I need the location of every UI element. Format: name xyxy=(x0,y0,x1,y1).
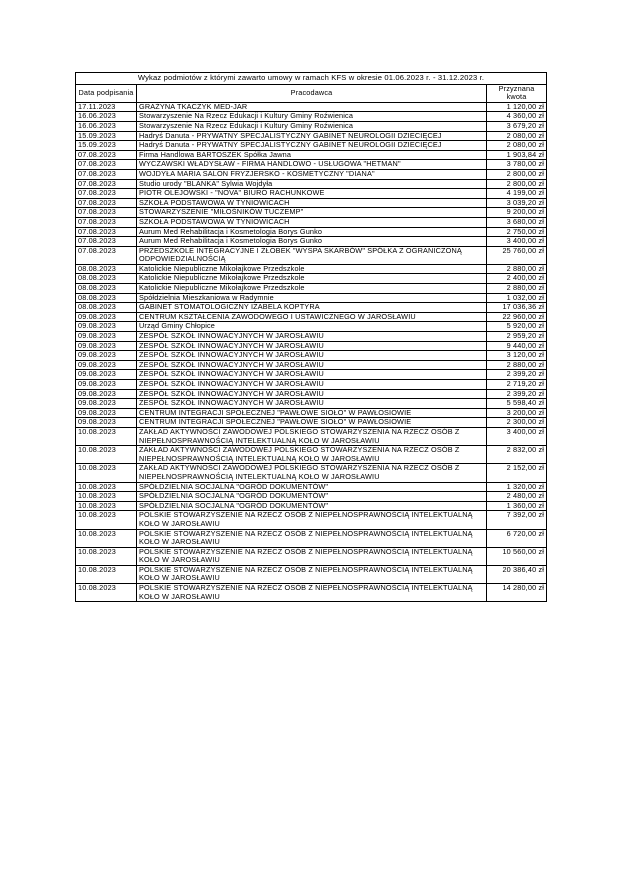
row-employer-cell: ZESPÓŁ SZKÓŁ INNOWACYJNYCH W JAROSŁAWIU xyxy=(137,360,487,370)
row-amount-cell: 2 300,00 zł xyxy=(487,418,547,428)
row-employer-cell: Aurum Med Rehabilitacja i Kosmetologia Borys Gunko xyxy=(137,227,487,237)
row-date-cell: 08.08.2023 xyxy=(76,303,137,313)
row-amount-cell: 4 360,00 zł xyxy=(487,112,547,122)
row-employer-cell: Stowarzyszenie Na Rzecz Edukacji i Kultury Gminy Roźwienica xyxy=(137,112,487,122)
table-row xyxy=(76,492,547,502)
row-amount-cell: 2 832,00 zł xyxy=(487,446,547,464)
table-body xyxy=(76,102,547,601)
row-employer-cell: SZKOŁA PODSTAWOWA W TYNIOWICACH xyxy=(137,217,487,227)
row-employer-cell: Katolickie Niepubliczne Mikołajkowe Przedszkole xyxy=(137,274,487,284)
row-employer-cell: ZESPÓŁ SZKÓŁ INNOWACYJNYCH W JAROSŁAWIU xyxy=(137,399,487,409)
row-amount-cell: 2 399,20 zł xyxy=(487,389,547,399)
row-amount-cell: 2 080,00 zł xyxy=(487,141,547,151)
row-amount-cell: 1 120,00 zł xyxy=(487,102,547,112)
row-date-cell: 09.08.2023 xyxy=(76,312,137,322)
row-amount-cell: 2 959,20 zł xyxy=(487,332,547,342)
row-amount-cell: 17 036,36 zł xyxy=(487,303,547,313)
row-amount-cell: 14 280,00 zł xyxy=(487,584,547,602)
row-employer-cell: Stowarzyszenie Na Rzecz Edukacji i Kultury Gminy Roźwienica xyxy=(137,121,487,131)
row-date-cell: 08.08.2023 xyxy=(76,293,137,303)
table-row xyxy=(76,284,547,294)
row-amount-cell: 1 360,00 zł xyxy=(487,501,547,511)
row-date-cell: 10.08.2023 xyxy=(76,464,137,482)
row-employer-cell: ZESPÓŁ SZKÓŁ INNOWACYJNYCH W JAROSŁAWIU xyxy=(137,370,487,380)
row-amount-cell: 1 032,00 zł xyxy=(487,293,547,303)
row-employer-cell: PRZEDSZKOLE INTEGRACYJNE I ŻŁOBEK "WYSPA SKARBÓW" SPÓŁKA Z OGRANICZONĄ ODPOWIEDZIALNOŚCIĄ xyxy=(137,246,487,264)
row-amount-cell: 3 400,00 zł xyxy=(487,237,547,247)
row-date-cell: 07.08.2023 xyxy=(76,198,137,208)
row-date-cell: 07.08.2023 xyxy=(76,246,137,264)
row-employer-cell: CENTRUM KSZTAŁCENIA ZAWODOWEGO I USTAWICZNEGO W JAROSŁAWIU xyxy=(137,312,487,322)
row-employer-cell: ZESPÓŁ SZKÓŁ INNOWACYJNYCH W JAROSŁAWIU xyxy=(137,380,487,390)
row-employer-cell: Katolickie Niepubliczne Mikołajkowe Przedszkole xyxy=(137,284,487,294)
row-date-cell: 07.08.2023 xyxy=(76,227,137,237)
row-amount-cell: 3 120,00 zł xyxy=(487,351,547,361)
row-amount-cell: 5 598,40 zł xyxy=(487,399,547,409)
contracts-table xyxy=(75,72,547,602)
table-row xyxy=(76,169,547,179)
row-employer-cell: Urząd Gminy Chłopice xyxy=(137,322,487,332)
row-employer-cell: PIOTR OLEJOWSKI - "NOVA" BIURO RACHUNKOWE xyxy=(137,189,487,199)
table-row xyxy=(76,464,547,482)
row-date-cell: 09.08.2023 xyxy=(76,351,137,361)
row-employer-cell: WOJDYŁA MARIA SALON FRYZJERSKO - KOSMETYCZNY "DIANA" xyxy=(137,169,487,179)
row-amount-cell: 6 720,00 zł xyxy=(487,529,547,547)
row-date-cell: 15.09.2023 xyxy=(76,141,137,151)
row-employer-cell: ZESPÓŁ SZKÓŁ INNOWACYJNYCH W JAROSŁAWIU xyxy=(137,341,487,351)
row-amount-cell: 2 719,20 zł xyxy=(487,380,547,390)
row-amount-cell: 3 679,20 zł xyxy=(487,121,547,131)
row-date-cell: 10.08.2023 xyxy=(76,547,137,565)
table-row xyxy=(76,160,547,170)
row-amount-cell: 3 039,20 zł xyxy=(487,198,547,208)
row-date-cell: 09.08.2023 xyxy=(76,332,137,342)
row-employer-cell: ZAKŁAD AKTYWNOŚCI ZAWODOWEJ POLSKIEGO STOWARZYSZENIA NA RZECZ OSÓB Z NIEPEŁNOSPRAWNOŚCIĄ INTELEKTUALNĄ KOŁO W JAROSŁAWIU xyxy=(137,427,487,445)
row-date-cell: 10.08.2023 xyxy=(76,584,137,602)
row-date-cell: 10.08.2023 xyxy=(76,501,137,511)
row-amount-cell: 2 880,00 zł xyxy=(487,360,547,370)
table-row xyxy=(76,446,547,464)
row-date-cell: 10.08.2023 xyxy=(76,511,137,529)
row-date-cell: 10.08.2023 xyxy=(76,427,137,445)
row-date-cell: 09.08.2023 xyxy=(76,370,137,380)
table-row xyxy=(76,237,547,247)
table-row xyxy=(76,246,547,264)
row-date-cell: 17.11.2023 xyxy=(76,102,137,112)
row-amount-cell: 9 440,00 zł xyxy=(487,341,547,351)
row-amount-cell: 5 920,00 zł xyxy=(487,322,547,332)
document-page xyxy=(75,72,546,602)
row-date-cell: 08.08.2023 xyxy=(76,274,137,284)
table-row xyxy=(76,208,547,218)
row-date-cell: 16.06.2023 xyxy=(76,121,137,131)
row-employer-cell: ZAKŁAD AKTYWNOŚCI ZAWODOWEJ POLSKIEGO STOWARZYSZENIA NA RZECZ OSÓB Z NIEPEŁNOSPRAWNOŚCIĄ INTELEKTUALNĄ KOŁO W JAROSŁAWIU xyxy=(137,446,487,464)
row-date-cell: 09.08.2023 xyxy=(76,408,137,418)
row-employer-cell: POLSKIE STOWARZYSZENIE NA RZECZ OSÓB Z NIEPEŁNOSPRAWNOŚCIĄ INTELEKTUALNĄ KOŁO W JAROSŁAWIU xyxy=(137,547,487,565)
row-employer-cell: Katolickie Niepubliczne Mikołajkowe Przedszkole xyxy=(137,264,487,274)
row-employer-cell: Aurum Med Rehabilitacja i Kosmetologia Borys Gunko xyxy=(137,237,487,247)
row-amount-cell: 2 800,00 zł xyxy=(487,169,547,179)
row-date-cell: 09.08.2023 xyxy=(76,341,137,351)
row-date-cell: 10.08.2023 xyxy=(76,446,137,464)
row-employer-cell: GABINET STOMATOLOGICZNY IZABELA KOPTYRA xyxy=(137,303,487,313)
row-date-cell: 07.08.2023 xyxy=(76,208,137,218)
row-employer-cell: Hadryś Danuta - PRYWATNY SPECJALISTYCZNY GABINET NEUROLOGII DZIECIĘCEJ xyxy=(137,131,487,141)
row-date-cell: 15.09.2023 xyxy=(76,131,137,141)
row-employer-cell: Firma Handlowa BARTOSZEK Spółka Jawna xyxy=(137,150,487,160)
row-date-cell: 09.08.2023 xyxy=(76,399,137,409)
row-date-cell: 10.08.2023 xyxy=(76,492,137,502)
row-amount-cell: 2 480,00 zł xyxy=(487,492,547,502)
row-amount-cell: 20 386,40 zł xyxy=(487,565,547,583)
table-title: Wykaz podmiotów z którymi zawarto umowy w ramach KFS w okresie 01.06.2023 r. - 31.12.2023 r. xyxy=(76,73,547,85)
row-date-cell: 07.08.2023 xyxy=(76,160,137,170)
table-row xyxy=(76,529,547,547)
row-date-cell: 09.08.2023 xyxy=(76,389,137,399)
table-row xyxy=(76,121,547,131)
row-employer-cell: CENTRUM INTEGRACJI SPOŁECZNEJ "PAWŁOWE SIOŁO" W PAWŁOSIOWIE xyxy=(137,408,487,418)
row-employer-cell: POLSKIE STOWARZYSZENIE NA RZECZ OSÓB Z NIEPEŁNOSPRAWNOŚCIĄ INTELEKTUALNĄ KOŁO W JAROSŁAWIU xyxy=(137,584,487,602)
row-employer-cell: ZESPÓŁ SZKÓŁ INNOWACYJNYCH W JAROSŁAWIU xyxy=(137,332,487,342)
row-amount-cell: 9 200,00 zł xyxy=(487,208,547,218)
row-date-cell: 09.08.2023 xyxy=(76,418,137,428)
row-amount-cell: 22 960,00 zł xyxy=(487,312,547,322)
row-date-cell: 09.08.2023 xyxy=(76,322,137,332)
row-amount-cell: 2 800,00 zł xyxy=(487,179,547,189)
row-date-cell: 08.08.2023 xyxy=(76,264,137,274)
header-employer: Pracodawca xyxy=(137,84,487,102)
row-employer-cell: STOWARZYSZENIE "MIŁOŚNIKÓW TUCZEMP" xyxy=(137,208,487,218)
row-employer-cell: POLSKIE STOWARZYSZENIE NA RZECZ OSÓB Z NIEPEŁNOSPRAWNOŚCIĄ INTELEKTUALNĄ KOŁO W JAROSŁAWIU xyxy=(137,511,487,529)
table-row xyxy=(76,380,547,390)
row-employer-cell: WYCZAWSKI WŁADYSŁAW - FIRMA HANDLOWO - USŁUGOWA "HETMAN" xyxy=(137,160,487,170)
table-row xyxy=(76,332,547,342)
row-employer-cell: SPÓŁDZIELNIA SOCJALNA "OGRÓD DOKUMENTÓW" xyxy=(137,501,487,511)
table-row xyxy=(76,351,547,361)
table-row xyxy=(76,565,547,583)
row-date-cell: 08.08.2023 xyxy=(76,284,137,294)
header-date: Data podpisania xyxy=(76,84,137,102)
table-row xyxy=(76,427,547,445)
table-row xyxy=(76,189,547,199)
row-amount-cell: 4 199,00 zł xyxy=(487,189,547,199)
row-employer-cell: POLSKIE STOWARZYSZENIE NA RZECZ OSÓB Z NIEPEŁNOSPRAWNOŚCIĄ INTELEKTUALNĄ KOŁO W JAROSŁAWIU xyxy=(137,529,487,547)
row-amount-cell: 2 880,00 zł xyxy=(487,284,547,294)
row-amount-cell: 1 320,00 zł xyxy=(487,482,547,492)
row-employer-cell: ZESPÓŁ SZKÓŁ INNOWACYJNYCH W JAROSŁAWIU xyxy=(137,351,487,361)
row-amount-cell: 10 560,00 zł xyxy=(487,547,547,565)
table-row xyxy=(76,217,547,227)
row-date-cell: 09.08.2023 xyxy=(76,380,137,390)
table-row xyxy=(76,303,547,313)
row-amount-cell: 3 400,00 zł xyxy=(487,427,547,445)
table-row xyxy=(76,141,547,151)
row-employer-cell: Studio urody "BLANKA" Sylwia Wojdyła xyxy=(137,179,487,189)
row-employer-cell: ZAKŁAD AKTYWNOŚCI ZAWODOWEJ POLSKIEGO STOWARZYSZENIA NA RZECZ OSÓB Z NIEPEŁNOSPRAWNOŚCIĄ INTELEKTUALNĄ KOŁO W JAROSŁAWIU xyxy=(137,464,487,482)
row-employer-cell: GRAŻYNA TKACZYK MED-JAR xyxy=(137,102,487,112)
row-date-cell: 07.08.2023 xyxy=(76,169,137,179)
row-amount-cell: 3 200,00 zł xyxy=(487,408,547,418)
row-amount-cell: 3 780,00 zł xyxy=(487,160,547,170)
row-date-cell: 07.08.2023 xyxy=(76,179,137,189)
row-amount-cell: 2 399,20 zł xyxy=(487,370,547,380)
row-date-cell: 16.06.2023 xyxy=(76,112,137,122)
row-amount-cell: 2 400,00 zł xyxy=(487,274,547,284)
row-amount-cell: 25 760,00 zł xyxy=(487,246,547,264)
row-date-cell: 10.08.2023 xyxy=(76,565,137,583)
row-amount-cell: 2 080,00 zł xyxy=(487,131,547,141)
row-employer-cell: ZESPÓŁ SZKÓŁ INNOWACYJNYCH W JAROSŁAWIU xyxy=(137,389,487,399)
row-amount-cell: 1 903,84 zł xyxy=(487,150,547,160)
row-date-cell: 07.08.2023 xyxy=(76,150,137,160)
table-row xyxy=(76,511,547,529)
row-employer-cell: POLSKIE STOWARZYSZENIE NA RZECZ OSÓB Z NIEPEŁNOSPRAWNOŚCIĄ INTELEKTUALNĄ KOŁO W JAROSŁAWIU xyxy=(137,565,487,583)
row-amount-cell: 3 680,00 zł xyxy=(487,217,547,227)
row-employer-cell: CENTRUM INTEGRACJI SPOŁECZNEJ "PAWŁOWE SIOŁO" W PAWŁOSIOWIE xyxy=(137,418,487,428)
row-employer-cell: SPÓŁDZIELNIA SOCJALNA "OGRÓD DOKUMENTÓW" xyxy=(137,482,487,492)
row-amount-cell: 7 392,00 zł xyxy=(487,511,547,529)
row-date-cell: 07.08.2023 xyxy=(76,217,137,227)
row-date-cell: 10.08.2023 xyxy=(76,482,137,492)
row-date-cell: 07.08.2023 xyxy=(76,237,137,247)
row-employer-cell: SPÓŁDZIELNIA SOCJALNA "OGRÓD DOKUMENTÓW" xyxy=(137,492,487,502)
table-row xyxy=(76,547,547,565)
row-employer-cell: Spółdzielnia Mieszkaniowa w Radymnie xyxy=(137,293,487,303)
row-amount-cell: 2 880,00 zł xyxy=(487,264,547,274)
table-row xyxy=(76,584,547,602)
row-amount-cell: 2 750,00 zł xyxy=(487,227,547,237)
row-employer-cell: Hadryś Danuta - PRYWATNY SPECJALISTYCZNY GABINET NEUROLOGII DZIECIĘCEJ xyxy=(137,141,487,151)
table-row xyxy=(76,399,547,409)
row-date-cell: 07.08.2023 xyxy=(76,189,137,199)
row-date-cell: 10.08.2023 xyxy=(76,529,137,547)
row-date-cell: 09.08.2023 xyxy=(76,360,137,370)
header-amount: Przyznana kwota xyxy=(487,84,547,102)
row-employer-cell: SZKOŁA PODSTAWOWA W TYNIOWICACH xyxy=(137,198,487,208)
row-amount-cell: 2 152,00 zł xyxy=(487,464,547,482)
